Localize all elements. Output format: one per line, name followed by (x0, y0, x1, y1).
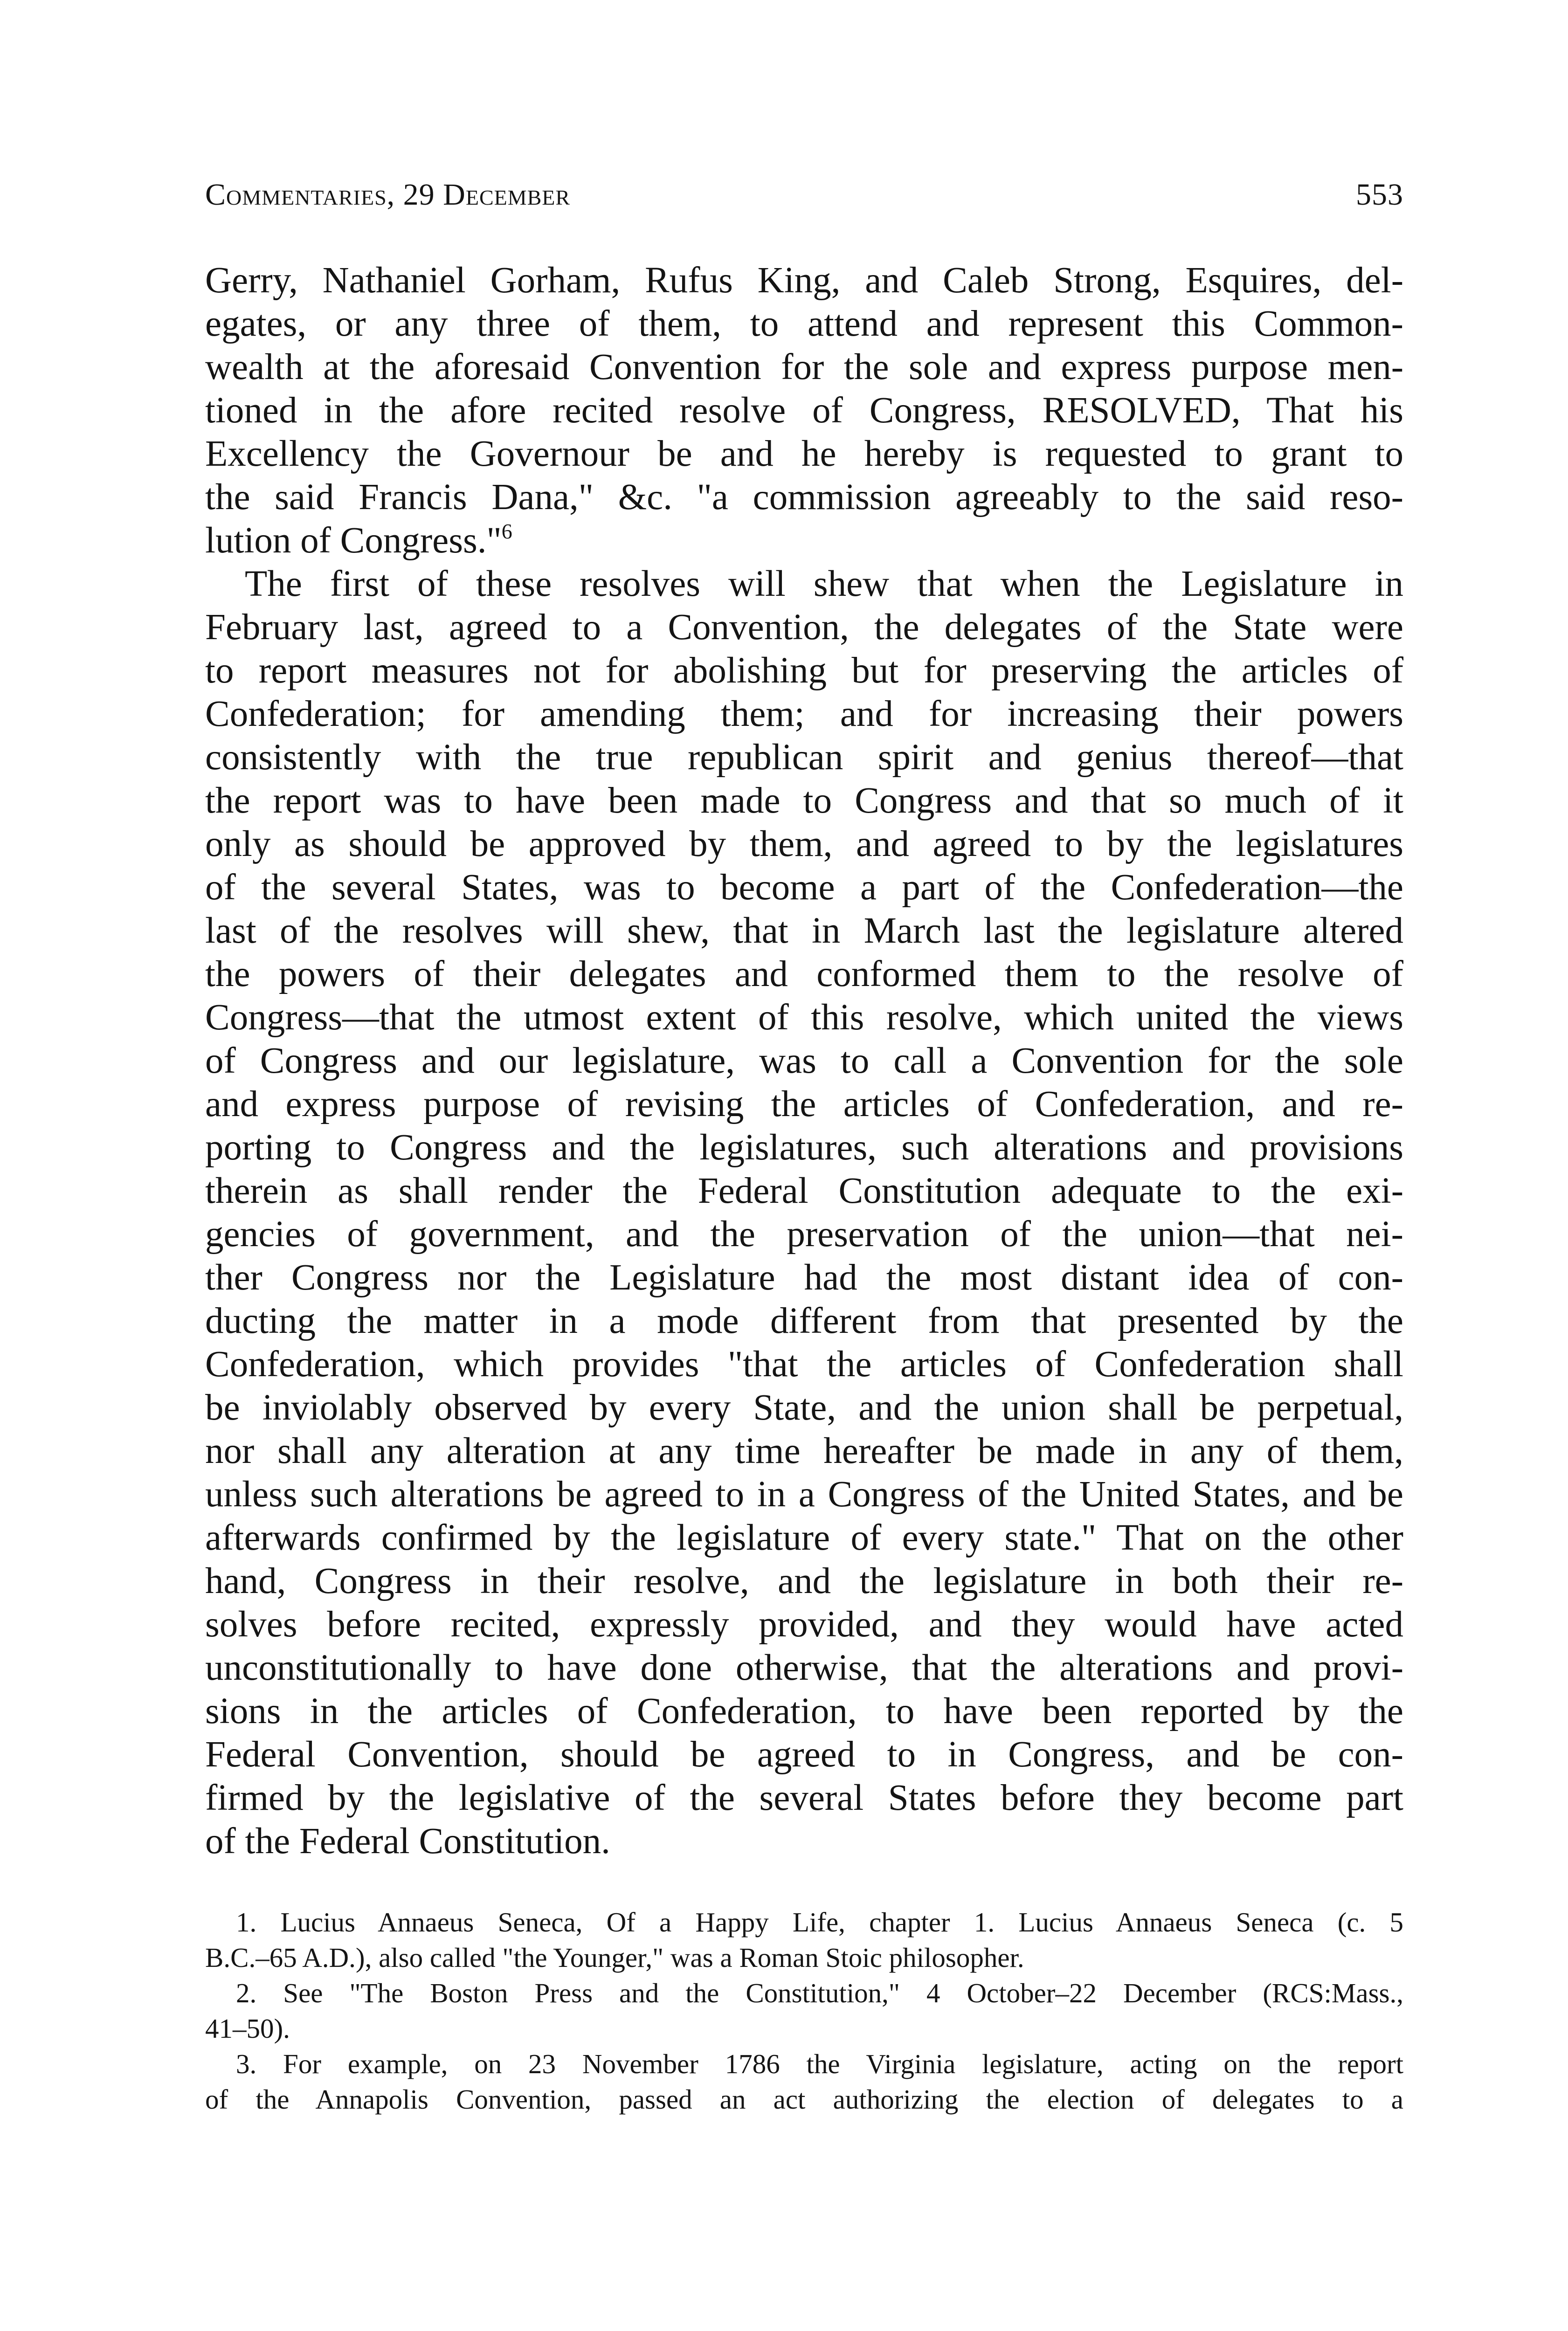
note-reference: 6 (501, 519, 512, 543)
footnote-line: 41–50). (205, 2013, 290, 2044)
running-head-title: Commentaries, 29 December (205, 178, 571, 212)
body-line: the said Francis Dana," &c. "a commission agreeably to the said reso- (205, 477, 1403, 517)
body-line: gencies of government, and the preservation of the union—that nei- (205, 1214, 1403, 1255)
body-line: February last, agreed to a Convention, the delegates of the State were (205, 607, 1403, 648)
running-head (205, 176, 1403, 214)
body-line: therein as shall render the Federal Constitution adequate to the exi- (205, 1171, 1403, 1211)
body-line: unconstitutionally to have done otherwise, that the alterations and provi- (205, 1648, 1403, 1688)
body-line: solves before recited, expressly provided, and they would have acted (205, 1604, 1403, 1645)
body-line: nor shall any alteration at any time hereafter be made in any of them, (205, 1431, 1403, 1471)
body-line: be inviolably observed by every State, and the union shall be perpetual, (205, 1387, 1403, 1428)
footnote-line: of the Annapolis Convention, passed an act authorizing the election of delegates to a (205, 2084, 1403, 2115)
body-line: last of the resolves will shew, that in March last the legislature altered (205, 910, 1403, 951)
footnotes (205, 1904, 1403, 2117)
body-line (205, 519, 1403, 562)
body-line: Federal Convention, should be agreed to in Congress, and be con- (205, 1734, 1403, 1775)
body-line: Confederation; for amending them; and for increasing their powers (205, 694, 1403, 734)
body-line: The first of these resolves will shew that when the Legislature in (245, 564, 1403, 604)
body-line: of the Federal Constitution. (205, 1821, 610, 1862)
body-line: unless such alterations be agreed to in a Congress of the United States, and be (205, 1474, 1403, 1515)
body-line: tioned in the afore recited resolve of Congress, RESOLVED, That his (205, 390, 1403, 431)
footnote-line: 3. For example, on 23 November 1786 the Virginia legislature, acting on the report (236, 2048, 1403, 2079)
body-line (205, 1516, 1403, 1559)
body-line: Gerry, Nathaniel Gorham, Rufus King, and Caleb Strong, Esquires, del- (205, 260, 1403, 301)
body-line: the powers of their delegates and conformed them to the resolve of (205, 954, 1403, 994)
body-line: egates, or any three of them, to attend and represent this Common- (205, 303, 1403, 344)
body-line: to report measures not for abolishing but for preserving the articles of (205, 650, 1403, 691)
body-line: porting to Congress and the legislatures, such alterations and provisions (205, 1127, 1403, 1168)
body-line: wealth at the aforesaid Convention for the sole and express purpose men- (205, 347, 1403, 387)
body-line: ther Congress nor the Legislature had the most distant idea of con- (205, 1257, 1403, 1298)
body-line: the report was to have been made to Congress and that so much of it (205, 780, 1403, 821)
body-line: Excellency the Governour be and he hereby is requested to grant to (205, 434, 1403, 474)
body-line: of Congress and our legislature, was to call a Convention for the sole (205, 1041, 1403, 1081)
page-number: 553 (1356, 178, 1403, 212)
body-line-text: afterwards confirmed by the legislature of every state." That on the other (205, 1517, 1403, 1558)
body-line: Congress—that the utmost extent of this resolve, which united the views (205, 997, 1403, 1038)
body-line: only as should be approved by them, and agreed to by the legislatures (205, 824, 1403, 864)
footnote-line: 2. See "The Boston Press and the Constitution," 4 October–22 December (RCS:Mass., (236, 1978, 1403, 2008)
body-line: and express purpose of revising the articles of Confederation, and re- (205, 1084, 1403, 1124)
body-line: sions in the articles of Confederation, to have been reported by the (205, 1691, 1403, 1731)
footnote-line: B.C.–65 A.D.), also called "the Younger," was a Roman Stoic philosopher. (205, 1942, 1024, 1973)
body-text (205, 259, 1403, 1863)
body-line: Confederation, which provides "that the articles of Confederation shall (205, 1344, 1403, 1385)
footnote-line: 1. Lucius Annaeus Seneca, Of a Happy Life, chapter 1. Lucius Annaeus Seneca (c. 5 (236, 1907, 1403, 1938)
body-line: ducting the matter in a mode different from that presented by the (205, 1301, 1403, 1341)
body-line: firmed by the legislative of the several States before they become part (205, 1778, 1403, 1818)
body-line: of the several States, was to become a part of the Confederation—the (205, 867, 1403, 908)
body-line: hand, Congress in their resolve, and the legislature in both their re- (205, 1561, 1403, 1601)
body-line-text: lution of Congress." (205, 520, 502, 561)
body-line: consistently with the true republican spirit and genius thereof—that (205, 737, 1403, 778)
